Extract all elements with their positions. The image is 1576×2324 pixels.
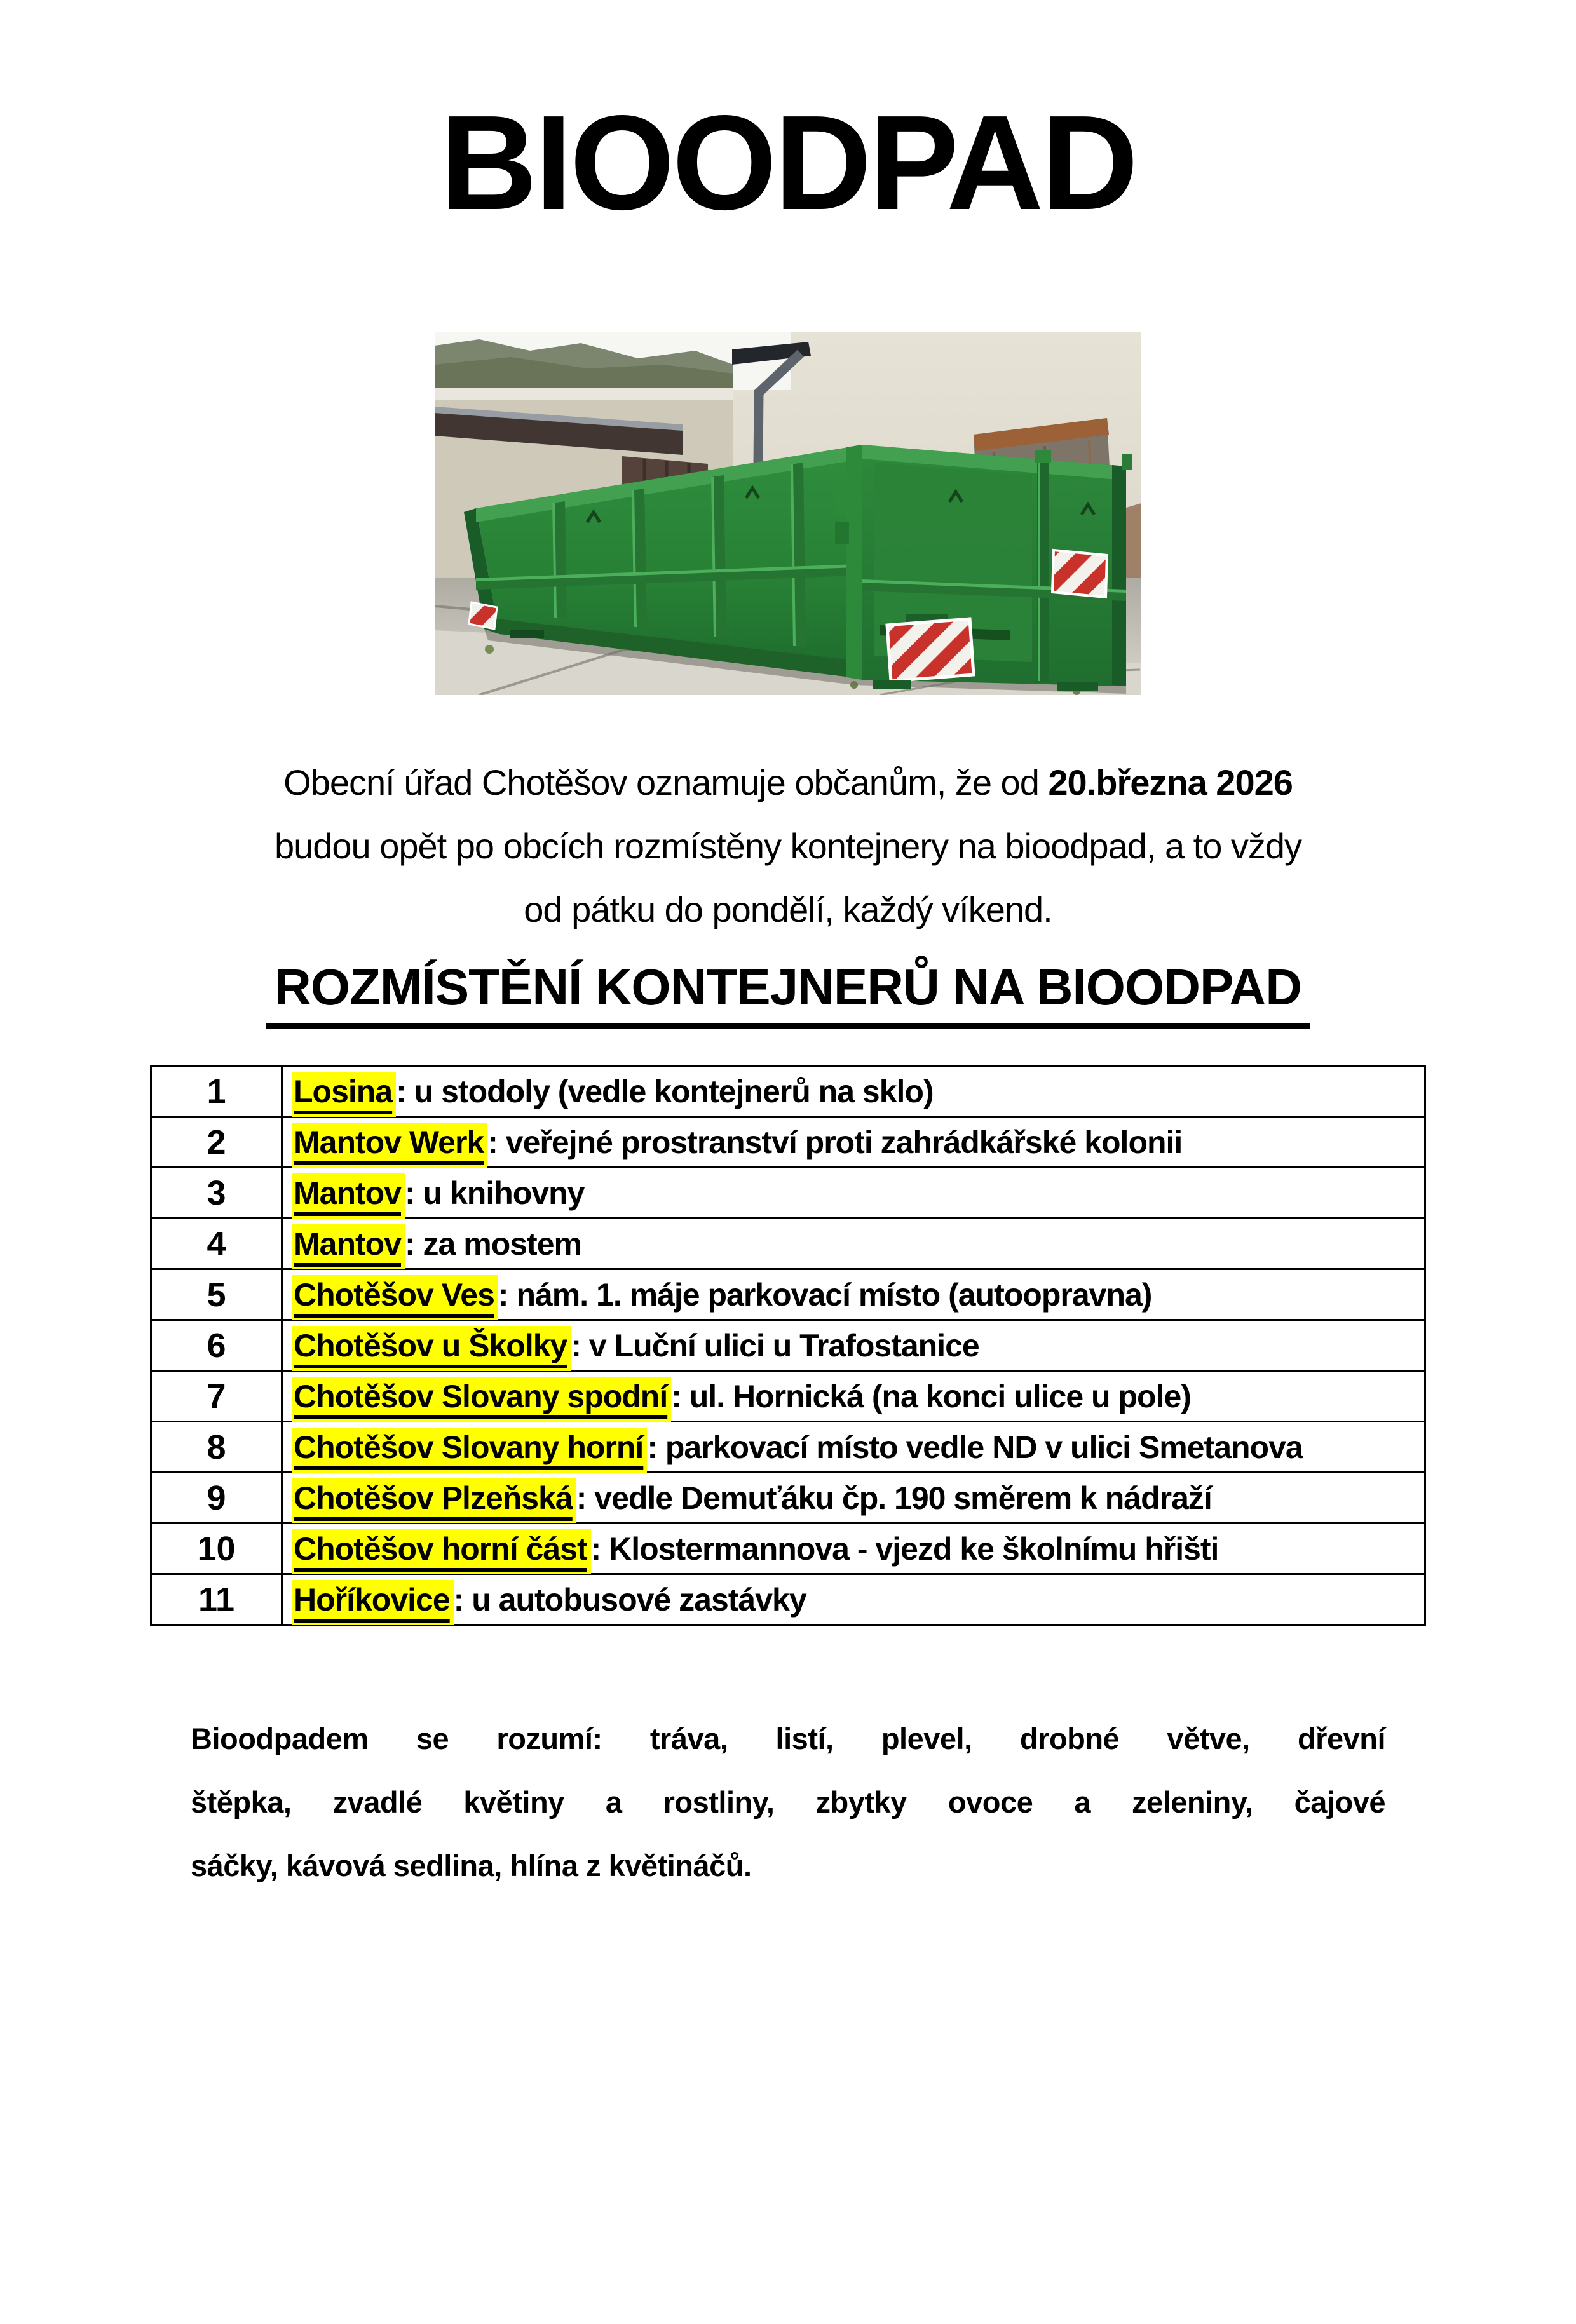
location-name-highlight: Losina — [292, 1072, 396, 1117]
flyer-page — [0, 87, 1576, 2324]
photo-haze — [435, 388, 733, 402]
location-name-highlight: Chotěšov horní část — [292, 1529, 591, 1574]
photo-door-hook — [1035, 450, 1051, 463]
row-location — [282, 1320, 1425, 1371]
row-number: 3 — [151, 1168, 282, 1219]
location-name-highlight: Chotěšov Plzeňská — [292, 1478, 576, 1523]
row-location — [282, 1371, 1425, 1422]
location-name-highlight: Chotěšov Slovany horní — [292, 1428, 647, 1473]
locations-table — [150, 1065, 1426, 1626]
intro-line-2: budou opět po obcích rozmístěny kontejnery na bioodpad, a to vždy — [274, 826, 1302, 866]
row-number: 11 — [151, 1574, 282, 1625]
location-desc: : u autobusové zastávky — [453, 1581, 806, 1618]
row-location — [282, 1168, 1425, 1219]
footer-line-3: sáčky, kávová sedlina, hlína z květináčů. — [191, 1849, 752, 1882]
row-number: 10 — [151, 1523, 282, 1574]
table-row — [151, 1523, 1425, 1574]
row-location — [282, 1422, 1425, 1473]
photo-container-corner-post — [846, 445, 862, 680]
location-desc: : parkovací místo vedle ND v ulici Smetanova — [647, 1429, 1303, 1465]
location-name-highlight: Mantov Werk — [292, 1123, 487, 1168]
intro-paragraph — [0, 751, 1576, 942]
row-number: 2 — [151, 1117, 282, 1168]
location-name-highlight: Chotěšov u Školky — [292, 1326, 571, 1371]
row-number: 9 — [151, 1473, 282, 1523]
location-desc: : u stodoly (vedle kontejnerů na sklo) — [396, 1073, 934, 1109]
intro-line-3: od pátku do pondělí, každý víkend. — [524, 889, 1052, 929]
location-desc: : vedle Demuťáku čp. 190 směrem k nádraží — [576, 1480, 1212, 1516]
location-desc: : nám. 1. máje parkovací místo (autoopravna) — [498, 1276, 1152, 1313]
row-number: 8 — [151, 1422, 282, 1473]
table-row — [151, 1371, 1425, 1422]
intro-date-bold: 20.března 2026 — [1048, 762, 1293, 802]
location-name-highlight: Chotěšov Slovany spodní — [292, 1377, 671, 1422]
location-desc: : ul. Hornická (na konci ulice u pole) — [671, 1378, 1191, 1414]
location-name-highlight: Hoříkovice — [292, 1580, 454, 1625]
location-desc: : v Luční ulici u Trafostanice — [571, 1327, 979, 1363]
table-row — [151, 1066, 1425, 1117]
photo-container-right-edge — [1112, 465, 1126, 686]
footer-line-1: Bioodpadem se rozumí: tráva, listí, plevel, drobné větve, dřevní — [191, 1722, 1385, 1755]
table-row — [151, 1320, 1425, 1371]
table-row — [151, 1168, 1425, 1219]
container-photo — [435, 332, 1141, 695]
location-name-highlight: Mantov — [292, 1224, 405, 1269]
location-desc: : veřejné prostranství proti zahrádkářské kolonii — [487, 1124, 1183, 1160]
table-row — [151, 1219, 1425, 1269]
table-row — [151, 1574, 1425, 1625]
row-location — [282, 1523, 1425, 1574]
row-location — [282, 1117, 1425, 1168]
row-number: 1 — [151, 1066, 282, 1117]
page-title: BIOODPAD — [440, 87, 1136, 238]
table-row — [151, 1473, 1425, 1523]
location-desc: : u knihovny — [405, 1175, 585, 1211]
intro-line-1-text: Obecní úřad Chotěšov oznamuje občanům, že od — [283, 762, 1049, 802]
row-number: 6 — [151, 1320, 282, 1371]
row-location — [282, 1269, 1425, 1320]
footer-line-2: štěpka, zvadlé květiny a rostliny, zbytky ovoce a zeleniny, čajové — [191, 1785, 1385, 1819]
row-location — [282, 1219, 1425, 1269]
section-heading — [0, 958, 1576, 1029]
table-row — [151, 1269, 1425, 1320]
container-photo-illustration — [435, 332, 1141, 695]
row-location — [282, 1066, 1425, 1117]
location-desc: : za mostem — [405, 1226, 581, 1262]
section-heading-text: ROZMÍSTĚNÍ KONTEJNERŮ NA BIOODPAD — [266, 958, 1310, 1029]
table-row — [151, 1422, 1425, 1473]
location-name-highlight: Chotěšov Ves — [292, 1275, 498, 1320]
location-name-highlight: Mantov — [292, 1173, 405, 1219]
footer-paragraph — [191, 1707, 1385, 1898]
row-location — [282, 1574, 1425, 1625]
row-number: 5 — [151, 1269, 282, 1320]
row-location — [282, 1473, 1425, 1523]
row-number: 4 — [151, 1219, 282, 1269]
row-number: 7 — [151, 1371, 282, 1422]
location-desc: : Klostermannova - vjezd ke školnímu hřišti — [590, 1530, 1219, 1567]
intro-line-1 — [0, 751, 1576, 814]
table-row — [151, 1117, 1425, 1168]
